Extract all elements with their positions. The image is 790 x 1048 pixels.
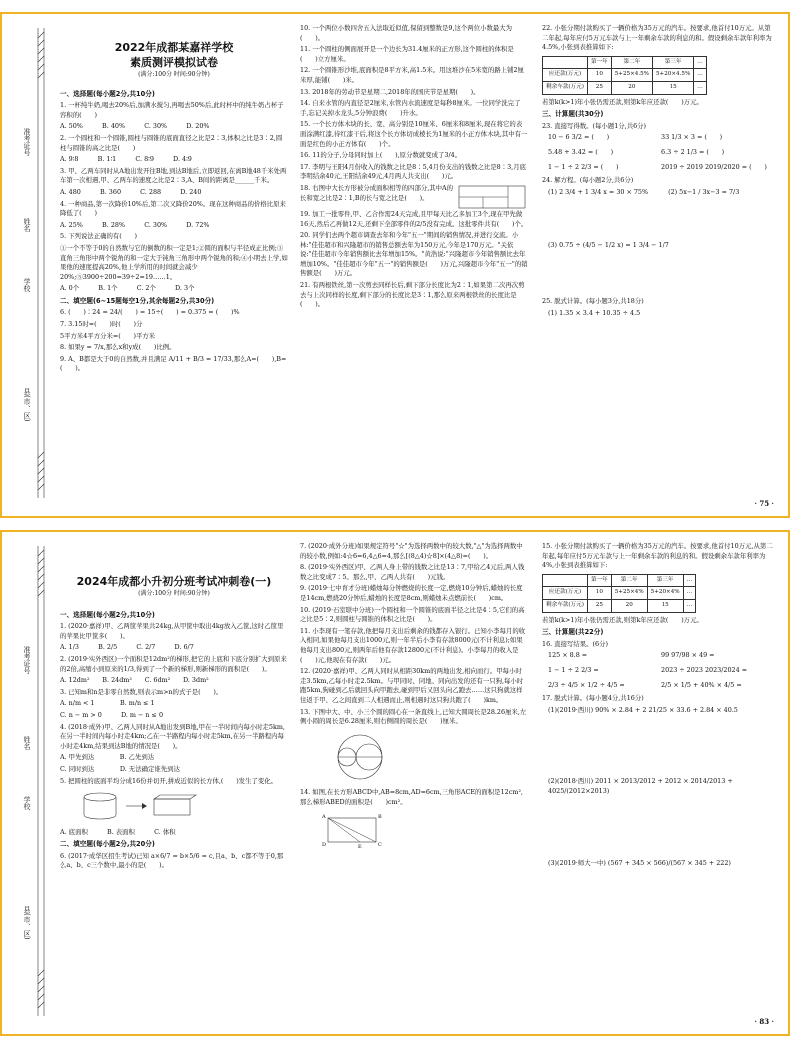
table-header-cell — [543, 574, 588, 587]
page-number: · 83 · — [754, 1017, 774, 1026]
section-choice-heading: 一、选择题(每小题2分,共10分) — [60, 89, 155, 98]
question: 3. 甲、乙两车同时从A地出发开往B地,到达B地后,立即返回,在离B地48千米处两车第一次相遇,甲、乙两车的速度之比是2∶3,A、B间的距离是______千米。 — [60, 166, 287, 185]
binding-decoration — [10, 18, 48, 508]
question: 10. 一个两位小数四舍五入法取近似值,保留到整数是9,这个两位小数最大为( )。 — [300, 24, 513, 42]
calc-item: 1 − 1 ÷ 2 2/3 = ( ) — [548, 162, 619, 171]
binding-strip — [10, 536, 48, 1030]
table-cell: 15 — [647, 599, 683, 612]
column-1 — [60, 24, 288, 376]
question-statements: ①一个不等于0的自然数与它的倒数的积一定是1;②圆的面积与半径成正比例;③直角三角形中两个锐角的和一定大于钝角三角形中两个锐角的和;④小明去上学,如果他的速度提高20%,他上学所用的时间就会减少20%;⑤3900÷200=39÷2=19……1。 — [60, 243, 288, 281]
question: 若第k(k>1)年小张仍需还款,则第k年应还款( )万元。 — [542, 97, 703, 106]
calc-item: 125 × 8.8 = — [548, 651, 588, 660]
binding-name-label: 姓名 — [23, 218, 31, 232]
table-cell: 5+25×4.5% — [611, 69, 652, 82]
question: 17. 李明与王阳4月份收入的钱数之比是8∶5,4月份支出的钱数之比是8∶3,月底李明结余40元,王阳结余49元,4月两人共支出( )元。 — [300, 162, 526, 181]
question: 19. 加工一批零件,甲、乙合作需24天完成,且甲每天比乙多加工3个,现在甲先做16天,然后乙再做12天,还剩下全部零件的2/5没有完成。这批零件共有( )个。 — [300, 209, 528, 228]
answer-options: A. 底面积 B. 表面积 C. 体积 — [60, 827, 176, 836]
table-cell: 剩余车款(万元) — [543, 81, 588, 94]
table-cell: … — [683, 599, 696, 612]
calc-item: 1 − 1 ÷ 2 2/3 = — [548, 665, 599, 674]
answer-options: A. 9∶8 B. 1∶1 C. 8∶9 D. 4∶9 — [60, 155, 192, 164]
question: 1. (2020·嘉祥)甲、乙两筐苹果共24kg,从甲筐中取出4kg放入乙筐,这时乙筐里的苹果比甲筐多( )。 — [60, 622, 284, 640]
question: 5. 下列说法正确的有( ) — [60, 232, 138, 241]
section-calc-heading: 三、计算题(共22分) — [542, 628, 604, 637]
table-cell: 5+20×4% — [647, 587, 683, 600]
binding-school-label: 学校 — [23, 796, 31, 810]
section-choice-heading: 一、选择题(每小题2分,共10分) — [60, 610, 155, 619]
table-cell: 25 — [587, 81, 611, 94]
table-header-cell — [543, 56, 588, 69]
page-title: 2024年成都小升初分班考试冲刺卷(一) — [76, 575, 272, 588]
table-cell: 20 — [611, 599, 647, 612]
calc-item: 6.3 ÷ 2 1/3 = ( ) — [661, 147, 725, 156]
fig-label: A — [322, 814, 326, 821]
question: 7. (2020·成外分班)如果规定符号"☆"为选择两数中的较大数,"△"为选择两数中的较小数,例如:4☆6=6,4△6=4,那么[(8△4)☆8]×(4△8)=( )。 — [300, 542, 523, 560]
binding-id-label: 准考证号 — [23, 646, 31, 674]
question: 18. 右图中大长方形被分成面积相等的四部分,其中A的长和宽之比是2∶1,B的长与宽之比是( )。 — [300, 183, 454, 202]
table-header-cell: 第三年 — [653, 56, 694, 69]
table-cell: 10 — [587, 587, 611, 600]
column-2 — [300, 542, 528, 855]
answer-options: A. 480 B. 360 C. 288 D. 240 — [60, 187, 202, 196]
calc-item: (1) 1.35 × 3.4 + 10.35 ÷ 4.5 — [548, 308, 641, 317]
question: 2. (2019·实外西区)一个面积是12dm²的梯形,把它的上底和下底分别扩大到原来的2倍,高缩小到原来的1/3,得到了一个新的梯形,则新梯形的面积是( )。 — [60, 654, 287, 673]
question: 5. 把圆柱的底面平均分成16份并切开,拼成近似的长方体,( )发生了变化。 — [60, 776, 278, 785]
question: 6. ( )∶24 = 24/( ) = 15÷( ) = 0.375 = ( )% — [60, 308, 240, 317]
question: 7. 3.15时=( )时( )分 — [60, 320, 143, 329]
question: 15. 一个长方体木块的长、宽、高分别是10厘米、6厘米和8厘米,现在将它的表面涂满红漆,待红漆干后,将这个长方体切成棱长为1厘米的小正方体木块,其中有一面是红色的小正方体有( )个。 — [300, 120, 528, 148]
calc-item: (3)(2019·师大一中) (567 + 345 × 566)/(567 × 345 + 222) — [548, 858, 731, 867]
table-cell: 剩余车款(万元) — [543, 599, 588, 612]
table-cell: 应还款(万元) — [543, 587, 588, 600]
column-3 — [542, 542, 774, 870]
fig-label: E — [358, 844, 362, 849]
question: 11. 一个圆柱的侧面展开是一个边长为31.4厘米的正方形,这个圆柱的体积是( )立方厘米。 — [300, 45, 514, 63]
question: 13. 2018年的劳动节是星期二,2018年的国庆节是星期( )。 — [300, 87, 480, 96]
question: 9. (2019·七中育才分班)蜡烛每分钟燃烧的长度一定,燃烧10分钟后,蜡烛的长度是14cm,燃烧20分钟后,蜡烛的长度是8cm,则蜡烛未点燃前长( )cm。 — [300, 584, 523, 602]
question: 14. 如图,在长方形ABCD中,AB=8cm,AD=6cm,三角形ACE的面积是12cm²,那么梯形ABED的面积是( )cm²。 — [300, 788, 523, 806]
calc-item: (1)(2019·西川) 90% × 2.84 + 2 21/25 × 33.6 + 2.84 × 40.5 — [548, 705, 738, 714]
question: 22. 小张分期付款购买了一辆价格为35万元的汽车。按要求,他首付10万元。从第二年起,每年应付5万元车款与上一年剩余车款的利息的和。假设剩余车款年利率为4.5%,小张到表推算如下: — [542, 24, 772, 52]
table-header-cell: … — [683, 574, 696, 587]
question: 9. A、B都是大于0的自然数,并且满足 A/11 + B/3 = 17/33,那么A=( ),B=( )。 — [60, 354, 287, 373]
question: 23. 直接写得数。(每小题1分,共6分) — [542, 121, 647, 130]
answer-options: A. 12dm² B. 24dm² C. 6dm² D. 3dm² — [60, 676, 209, 685]
binding-district-label: 县(市、区) — [23, 906, 31, 940]
exam-page-2 — [0, 530, 790, 1036]
answer-options: A. 0个 B. 1个 C. 2个 D. 3个 — [60, 284, 195, 293]
page-number: · 75 · — [754, 499, 774, 508]
exam-page-1 — [0, 12, 790, 518]
binding-name-label: 姓名 — [23, 736, 31, 750]
binding-school-label: 学校 — [23, 278, 31, 292]
binding-district-label: 县(市、区) — [23, 388, 31, 422]
page-title-line-2: 素质测评模拟试卷 — [130, 56, 218, 69]
calc-item: 2/3 ÷ 4/5 × 1/2 ÷ 4/5 = — [548, 680, 625, 689]
question: 10. (2019·石室联中分班)一个圆柱和一个圆锥的底面半径之比是4∶5,它们的高之比是5∶2,则圆柱与圆锥的体积之比是( )。 — [300, 605, 525, 624]
question: 12. (2020·嘉祥)甲、乙两人同时从相距30km的两地出发,相向而行。甲每小时走3.5km,乙每小时走2.5km。与甲同时、同地、同向出发的还有一只狗,每小时跑5km,狗碰到乙后就回头向甲跑去,碰到甲后又回头向乙跑去……这只狗就这样往返于甲、乙之间直到二人相遇而止,则相遇时这只狗共跑了( )km。 — [300, 667, 524, 704]
table-header-cell: 第一年 — [587, 56, 611, 69]
question: 4. (2018·成外)甲、乙两人同时从A地出发到B地,甲在一半时间内每小时走5km,在另一半时间内每小时走4km;乙在一半路程内每小时走5km,在另一半路程内每小时走4km,结果到达B地的情况是( )。 — [60, 722, 285, 750]
calc-item: 33 1/3 × 3 = ( ) — [661, 133, 723, 142]
table-cell: … — [683, 587, 696, 600]
table-cell: 10 — [587, 69, 611, 82]
table-header-cell: 第二年 — [611, 56, 652, 69]
page-title-line-1: 2022年成都某嘉祥学校 — [114, 41, 234, 54]
calc-item: 99 97/98 × 49 = — [661, 651, 715, 660]
question: 若第k(k>1)年小张仍需还款,则第k年应还款( )万元。 — [542, 615, 703, 624]
question: 5平方米4平方分米=( )平方米 — [60, 331, 156, 340]
question: 21. 有两根铁丝,第一次剪去同样长后,剩下部分长度比为2∶1,如果第二次再次剪去与上次同样的长度,剩下部分的长度比是3∶1,那么原来两根铁丝的长度比是( )。 — [300, 281, 525, 309]
answer-options: A. n/m < 1 B. m/n ≤ 1 — [60, 699, 155, 708]
equation-item: (1) 2 3/4 + 1 3/4 x = 30 × 75% — [548, 187, 649, 196]
binding-strip — [10, 18, 48, 512]
question: 1. 一杯纯牛奶,喝去20%后,加满水搅匀,再喝去50%后,此时杯中的纯牛奶占杯子容积的( ) — [60, 101, 284, 119]
question: 12. 一个圆锥形沙堆,底面积是8平方米,高1.5米。用这堆沙在5米宽的路上铺2厘米厚,能铺( )米。 — [300, 66, 524, 84]
payment-table — [542, 56, 707, 95]
binding-decoration — [10, 536, 48, 1026]
table-cell: 5+20×4.5% — [653, 69, 694, 82]
question: 8. 如果y = 7/x,那么x和y成( )比例。 — [60, 343, 176, 352]
question: 20. 同学们去两个超市调查去年和今年"五一"期间的销售情况,并进行交流。小林:"佳佳超市和兴隆超市的销售总额去年为150万元,今年是170万元。"关依说:"佳佳超市今年销售额比去年增加15%。"黄浩说:"兴隆超市今年销售额比去年增加10%。"佳佳超市今年"五一"的销售额是( )万元,兴隆超市今年"五一"的销售额是( )万元。 — [300, 231, 528, 278]
equation-item: (2) 5x−1 / 3x−3 = 7/3 — [668, 187, 740, 196]
trapezoid-figure — [320, 812, 390, 848]
table-cell: 20 — [611, 81, 652, 94]
table-cell: … — [694, 69, 707, 82]
question: 25. 脱式计算。(每小题3分,共18分) — [542, 296, 644, 305]
calc-item: (2)(2018·西川) 2011 × 2013/2012 + 2012 × 2014/2013 + 4025/(2012×2013) — [548, 777, 733, 795]
circles-figure — [320, 732, 400, 782]
question: 13. 下图中大、中、小三个圆的圆心在一条直线上,已知大圆周长是28.26厘米,左侧小圆的周长是6.28厘米,则右侧圆的周长是( )厘米。 — [300, 707, 527, 726]
question: 14. 自来水管的内直径是2厘米,水管内水流速度是每秒8厘米。一位同学洗完了手,忘记关掉水龙头,5分钟浪费( )升水。 — [300, 99, 521, 117]
question: 3. 已知m和n是非零自然数,则表示m>n的式子是( )。 — [60, 687, 223, 696]
calc-item: 2019 ÷ 2019 2019/2020 = ( ) — [661, 162, 767, 171]
table-header-cell: 第三年 — [647, 574, 683, 587]
column-3 — [542, 24, 774, 320]
calc-item: 10 − 6 3/2 = ( ) — [548, 133, 610, 142]
payment-table — [542, 574, 696, 613]
exam-subtitle: (满分:100分 时间:90分钟) — [138, 71, 210, 78]
equation-item: (3) 0.75 ÷ (4/5 − 1/2 x) = 1 3/4 − 1/7 — [548, 241, 669, 250]
question: 6. (2017·成华区招生考试)已知 a×6/7 = b×5/6 = c,且a、b、c都不等于0,那么a、b、c三个数中,最小的是( )。 — [60, 851, 284, 870]
question: 16. 直接写结果。(6分) — [542, 639, 608, 648]
table-cell: 25 — [587, 599, 611, 612]
rectangle-figure — [458, 184, 528, 210]
binding-id-label: 准考证号 — [23, 128, 31, 156]
answer-options: A. 1/3 B. 2/5 C. 2/7 D. 6/7 — [60, 643, 194, 652]
calc-item: 2023 ÷ 2023 2023/2024 = — [661, 665, 748, 674]
answer-options: C. n − m > 0 D. m − n ≤ 0 — [60, 710, 164, 719]
section-calc-heading: 三、计算题(共30分) — [542, 110, 604, 119]
column-1 — [60, 542, 288, 873]
section-fill-heading: 二、填空题(6~15题每空1分,其余每题2分,共30分) — [60, 296, 215, 305]
table-header-cell: 第二年 — [611, 574, 647, 587]
fig-label: D — [322, 842, 327, 849]
answer-options: C. 同时到达 D. 无法确定谁先到达 — [60, 764, 180, 773]
exam-subtitle: (满分:100分 时间:90分钟) — [138, 590, 210, 597]
answer-options: A. 25% B. 28% C. 30% D. 72% — [60, 220, 210, 229]
section-fill-heading: 二、填空题(每小题2分,共20分) — [60, 840, 155, 849]
table-header-cell: … — [694, 56, 707, 69]
question: 24. 解方程。(每小题2分,共6分) — [542, 176, 634, 185]
question: 4. 一种商品,第一次降价10%后,第二次又降价20%。现在这种商品的价格比原来降低了( ) — [60, 199, 286, 218]
question: 17. 脱式计算。(每小题4分,共16分) — [542, 694, 644, 703]
table-cell: 5+25×4% — [611, 587, 647, 600]
question: 15. 小张分期付款购买了一辆价格为35万元的汽车。按要求,他首付10万元,从第二年起,每年应付5万元车款与上一年剩余车款的利息的和。假设剩余车款年利率为4%,小张到表推算如下: — [542, 542, 773, 570]
calc-item: 5.48 + 3.42 = ( ) — [548, 147, 614, 156]
answer-options: A. 50% B. 40% C. 30% D. 20% — [60, 122, 210, 131]
table-header-cell: 第一年 — [587, 574, 611, 587]
cylinder-figure — [80, 791, 200, 821]
fig-label: C — [378, 842, 382, 849]
table-cell: … — [694, 81, 707, 94]
column-2 — [300, 24, 528, 312]
question: 11. 小李现有一笔存款,他把每月支出后剩余的钱都存入银行。已知小李每月的收入相同,如果他每月支出1000元,则一年半后小李有存款8000元(不计利息);如果他每月支出800元,则两年后他有存款12800元(不计利息)。小李每月的收入是( )元,他现在有存款( )元。 — [300, 626, 526, 664]
question: 2. 一个圆柱和一个圆锥,圆柱与圆锥的底面直径之比是2∶3,体积之比是3∶2,圆柱与圆锥的高之比是( ) — [60, 133, 283, 152]
table-cell: 15 — [653, 81, 694, 94]
question: 8. (2019·实外西区)甲、乙两人身上带的钱数之比是13∶7,甲给乙4元后,两人钱数之比变成7∶5。那么,甲、乙两人共有( )元钱。 — [300, 563, 525, 581]
question: 16. 11的分子,分母同时加上( ),原分数就变成了3/4。 — [300, 151, 462, 160]
table-cell: 应还款(万元) — [543, 69, 588, 82]
calc-item: 2/5 × 1/5 + 40% × 4/5 = — [661, 680, 742, 689]
answer-options: A. 甲先到达 B. 乙先到达 — [60, 753, 155, 762]
fig-label: B — [378, 814, 382, 821]
